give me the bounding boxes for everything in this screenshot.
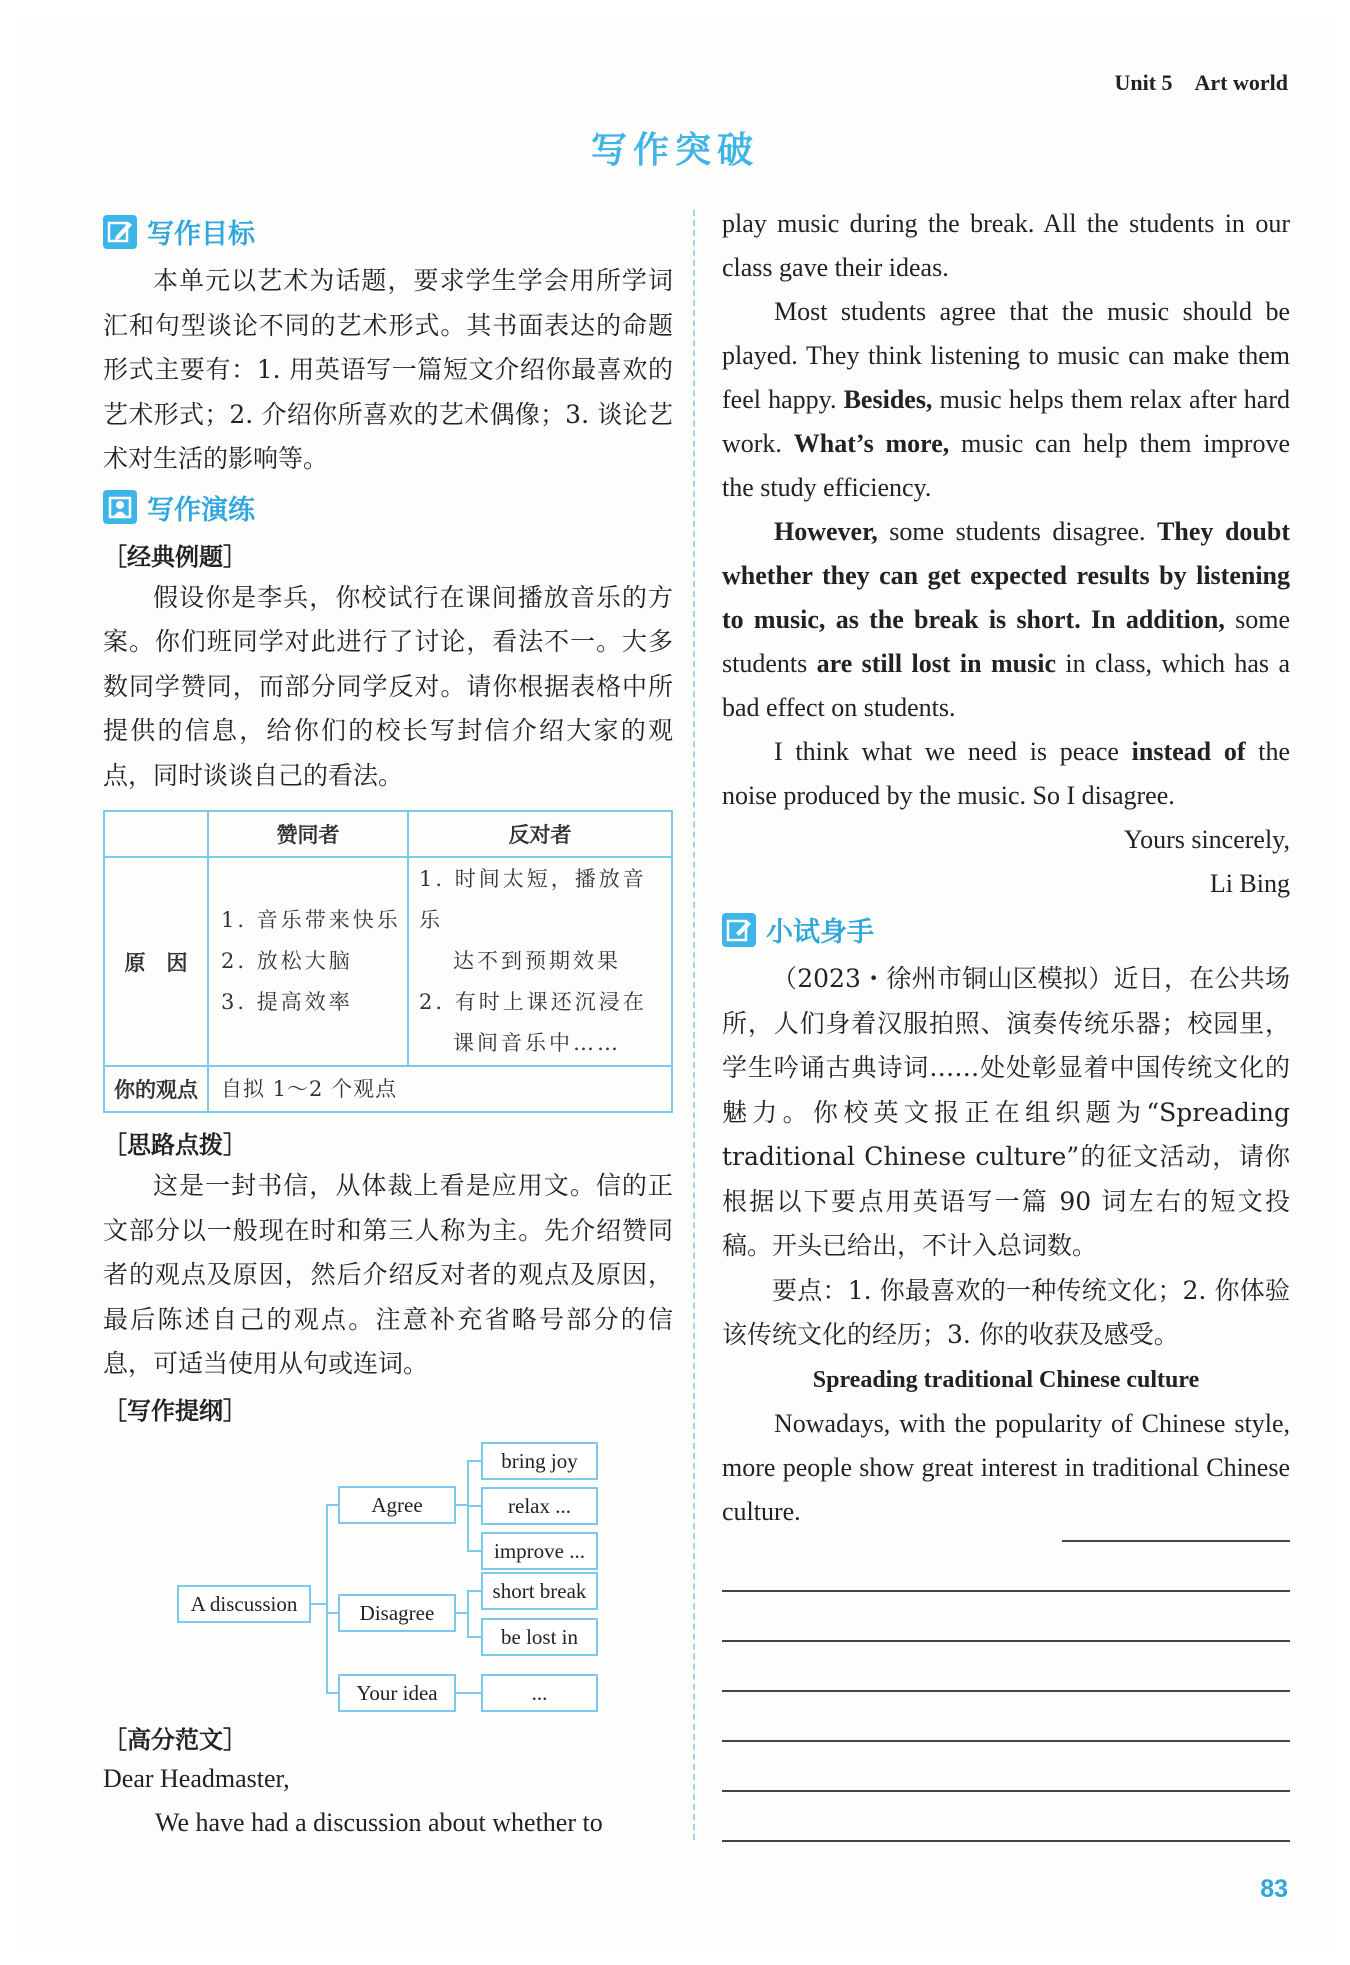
disagree-item: 达不到预期效果 <box>453 949 621 973</box>
letter-para-1: play music during the break. All the students in our class gave their ideas. <box>722 209 1290 282</box>
connector <box>467 1590 469 1638</box>
letter-para-2 <box>722 290 1290 510</box>
agree-item: 3. 提高效率 <box>221 990 353 1014</box>
text-span: I think what we need is peace <box>774 737 1119 766</box>
left-column <box>103 212 673 1426</box>
try-points: 要点：1. 你最喜欢的一种传统文化；2. 你体验该传统文化的经历；3. 你的收获及感受。 <box>722 1275 1290 1349</box>
try-prompt: （2023・徐州市铜山区模拟）近日，在公共场所，人们身着汉服拍照、演奏传统乐器；校园里，学生吟诵古典诗词……处处彰显着中国传统文化的魅力。你校英文报正在组织题为“Spreading traditional Chinese culture”的征文活动，请你根据以下要点用英语写一篇 90 词左右的短文投稿。开头已给出，不计入总词数。 <box>722 964 1290 1260</box>
bold-phrase: are still lost in music <box>816 649 1056 678</box>
connector <box>467 1636 481 1638</box>
column-divider <box>693 210 695 1840</box>
connector <box>467 1590 481 1592</box>
answer-line[interactable] <box>722 1690 1290 1692</box>
disagree-item: 1. 时间太短，播放音乐 <box>419 867 647 932</box>
outline-leaf: bring joy <box>481 1442 598 1480</box>
essay-title: Spreading traditional Chinese culture <box>812 1366 1200 1393</box>
connector <box>467 1550 481 1552</box>
text-span: Most students agree that the music should be played. They think listening to music can make them feel happy. <box>722 297 1290 414</box>
answer-line[interactable] <box>722 1790 1290 1792</box>
example-text: 假设你是李兵，你校试行在课间播放音乐的方案。你们班同学对此进行了讨论，看法不一。大多数同学赞同，而部分同学反对。请你根据表格中所提供的信息，给你们的校长写封信介绍大家的观点，同时谈谈自己的看法。 <box>103 582 673 790</box>
connector <box>326 1692 338 1694</box>
connector <box>454 1612 468 1614</box>
outline-leaf: short break <box>481 1572 598 1610</box>
pencil-icon <box>103 215 137 249</box>
section-try-title: 小试身手 <box>766 917 874 948</box>
outline-disagree: Disagree <box>338 1594 456 1632</box>
idea-text: 这是一封书信，从体裁上看是应用文。信的正文部分以一般现在时和第三人称为主。先介绍赞同者的观点及原因，然后介绍反对者的观点及原因，最后陈述自己的观点。注意补充省略号部分的信息，可适当使用从句或连词。 <box>103 1171 673 1378</box>
connector <box>467 1460 481 1462</box>
text-span: some students <box>722 605 1290 678</box>
outline-your-idea: Your idea <box>338 1674 456 1712</box>
text-span: some students disagree. <box>889 517 1146 546</box>
row-view-label: 你的观点 <box>104 1066 208 1112</box>
letter-para-3 <box>722 510 1290 730</box>
example-label: ［经典例题］ <box>103 542 247 571</box>
section-practice-title: 写作演练 <box>147 494 255 526</box>
outline-agree: Agree <box>338 1486 456 1524</box>
disagree-reasons <box>408 857 672 1066</box>
agree-item: 1. 音乐带来快乐 <box>221 908 401 932</box>
connector <box>467 1505 481 1507</box>
answer-line[interactable] <box>722 1840 1290 1842</box>
bold-phrase: What’s more, <box>793 429 950 458</box>
right-column <box>722 202 1290 1534</box>
connector <box>454 1692 481 1694</box>
answer-line[interactable] <box>1062 1540 1290 1542</box>
unit-label: Unit 5 <box>1114 70 1173 95</box>
agree-item: 2. 放松大脑 <box>221 949 353 973</box>
practice-icon <box>103 490 137 524</box>
answer-line[interactable] <box>722 1640 1290 1642</box>
answer-line[interactable] <box>722 1590 1290 1592</box>
connector <box>326 1504 328 1694</box>
header-agree: 赞同者 <box>208 811 408 857</box>
agree-reasons <box>208 857 408 1066</box>
text-span: in class, which has a bad effect on students. <box>722 649 1290 722</box>
outline-leaf: ... <box>481 1674 598 1712</box>
letter-signature: Li Bing <box>1209 869 1290 898</box>
letter-closing: Yours sincerely, <box>1123 825 1290 854</box>
disagree-item: 课间音乐中…… <box>453 1031 621 1055</box>
letter-greeting: Dear Headmaster, <box>103 1764 290 1793</box>
header-disagree: 反对者 <box>408 811 672 857</box>
outline-leaf: be lost in <box>481 1618 598 1656</box>
disagree-item: 2. 有时上课还沉浸在 <box>419 990 647 1014</box>
sample-label: ［高分范文］ <box>103 1726 247 1754</box>
connector <box>309 1603 327 1605</box>
bold-phrase: instead of <box>1131 737 1246 766</box>
letter-para-4 <box>722 730 1290 818</box>
essay-start: Nowadays, with the popularity of Chinese style, more people show great interest in traditional Chinese culture. <box>722 1408 1290 1526</box>
page-number: 83 <box>1260 1875 1288 1903</box>
row-reason-label: 原 因 <box>104 857 208 1066</box>
outline-leaf: improve ... <box>481 1532 598 1570</box>
goal-text: 本单元以艺术为话题，要求学生学会用所学词汇和句型谈论不同的艺术形式。其书面表达的命题形式主要有：1. 用英语写一篇短文介绍你最喜欢的艺术形式；2. 介绍你所喜欢的艺术偶像；3. 谈论艺术对生活的影响等。 <box>103 266 673 473</box>
answer-line[interactable] <box>722 1740 1290 1742</box>
text-span: the noise produced by the music. So I disagree. <box>722 737 1291 810</box>
section-practice-heading <box>103 488 673 527</box>
table-corner <box>104 811 208 857</box>
section-goal-title: 写作目标 <box>147 219 255 250</box>
opinion-table <box>103 810 673 1113</box>
running-header <box>1092 70 1288 96</box>
outline-label: ［写作提纲］ <box>103 1396 247 1425</box>
bold-phrase: They doubt whether they can get expected results by listening to music, as the break is short. In addition, <box>722 517 1291 634</box>
letter-start: We have had a discussion about whether to <box>155 1808 603 1837</box>
left-column-bottom <box>103 1720 673 1845</box>
connector <box>454 1504 468 1506</box>
section-goal-heading <box>103 212 673 251</box>
page-title: 写作突破 <box>590 130 759 171</box>
bold-phrase: However, <box>774 517 878 546</box>
section-try-heading <box>722 910 1290 949</box>
connector <box>326 1504 338 1506</box>
text-span: music helps them relax after hard work. <box>722 385 1290 458</box>
view-text: 自拟 1～2 个观点 <box>208 1066 672 1112</box>
idea-label: ［思路点拨］ <box>103 1131 247 1159</box>
unit-topic: Art world <box>1194 70 1288 95</box>
edit-icon <box>722 913 756 947</box>
bold-phrase: Besides, <box>843 385 933 414</box>
connector <box>326 1612 338 1614</box>
outline-leaf: relax ... <box>481 1487 598 1525</box>
text-span: music can help them improve the study efficiency. <box>722 429 1291 502</box>
outline-root: A discussion <box>177 1585 311 1623</box>
